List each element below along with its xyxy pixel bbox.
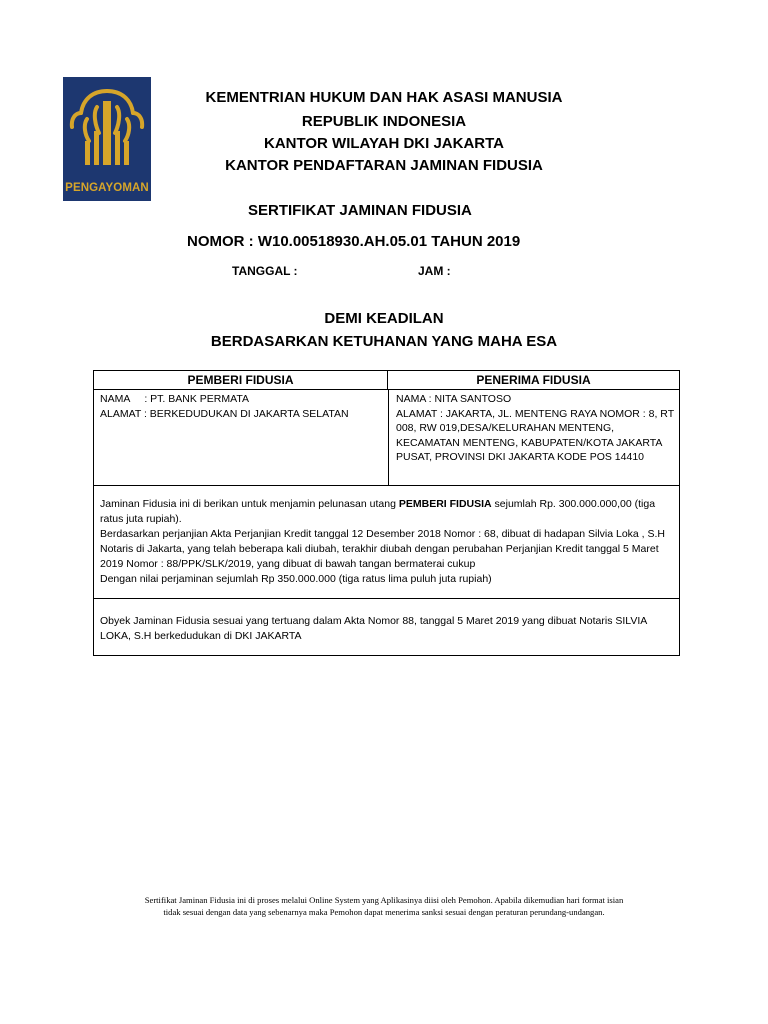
header-regional-office: KANTOR WILAYAH DKI JAKARTA	[263, 135, 504, 152]
object-paragraph: Obyek Jaminan Fidusia sesuai yang tertuang dalam Akta Nomor 88, tanggal 5 Maret 2019 yang dibuat Notaris SILVIA LOKA, S.H berkedudukan di DKI JAKARTA	[100, 615, 647, 642]
certificate-title: SERTIFIKAT JAMINAN FIDUSIA	[248, 202, 472, 219]
giver-address: ALAMAT : BERKEDUDUKAN DI JAKARTA SELATAN	[100, 407, 349, 420]
certificate-number: NOMOR : W10.00518930.AH.05.01 TAHUN 2019	[187, 233, 521, 250]
receiver-name: NAMA : NITA SANTOSO	[396, 393, 512, 405]
berdasarkan-ketuhanan: BERDASARKAN KETUHANAN YANG MAHA ESA	[210, 333, 558, 350]
footer-line: tidak sesuai dengan data yang sebenarnya maka Pemohon dapat menerima sanksi sesuai dengan peraturan perundang-undangan.	[163, 907, 605, 917]
time-label: JAM :	[418, 264, 451, 278]
giver-details	[100, 392, 384, 421]
guarantee-value-text: Dengan nilai perjaminan sejumlah Rp 350.000.000 (tiga ratus lima puluh juta rupiah)	[100, 573, 492, 585]
header-ministry: KEMENTRIAN HUKUM DAN HAK ASASI MANUSIA	[205, 89, 563, 106]
column-divider	[388, 390, 389, 485]
guarantee-text-bold: PEMBERI FIDUSIA	[398, 498, 492, 510]
footer-disclaimer	[82, 894, 686, 918]
row-divider	[94, 598, 679, 599]
guarantee-paragraph	[100, 497, 676, 587]
footer-line: Sertifikat Jaminan Fidusia ini di proses melalui Online System yang Aplikasinya diisi oleh Pemohon. Apabila dikemudian hari format isian	[144, 895, 624, 905]
guarantee-text-a: Jaminan Fidusia ini di berikan untuk menjamin pelunasan utang	[100, 498, 399, 510]
agreement-text: Berdasarkan perjanjian Akta Perjanjian Kredit tanggal 12 Desember 2018 Nomor : 68, dibuat di hadapan Silvia Loka , S.H Notaris di Jakarta, yang telah beberapa kali diubah, terakhir diubah dengan perubahan Perjanjian Kredit tanggal 5 Maret 2019 Nomor : 88/PPK/SLK/2019, yang dibuat di bawah tangan bermaterai cukup	[100, 528, 666, 570]
giver-header: PEMBERI FIDUSIA	[94, 371, 388, 390]
date-label: TANGGAL :	[232, 264, 298, 278]
logo-text: PENGAYOMAN	[65, 182, 149, 194]
guarantee-text-b: sejumlah Rp. 300.000.000,00 (tiga ratus juta rupiah).	[100, 498, 656, 525]
giver-name: NAMA : PT. BANK PERMATA	[100, 393, 249, 405]
header-registration-office: KANTOR PENDAFTARAN JAMINAN FIDUSIA	[225, 157, 543, 174]
receiver-address: ALAMAT : JAKARTA, JL. MENTENG RAYA NOMOR : 8, RT 008, RW 019,DESA/KELURAHAN MENTENG, KECAMATAN MENTENG, KABUPATEN/KOTA JAKARTA PUSAT, PROVINSI DKI JAKARTA KODE POS 14410	[396, 407, 674, 463]
header-republic: REPUBLIK INDONESIA	[301, 113, 467, 130]
demi-keadilan: DEMI KEADILAN	[324, 310, 444, 327]
receiver-header: PENERIMA FIDUSIA	[388, 371, 679, 390]
receiver-details	[396, 392, 676, 465]
fiducia-table	[93, 370, 680, 656]
row-divider	[94, 485, 679, 486]
